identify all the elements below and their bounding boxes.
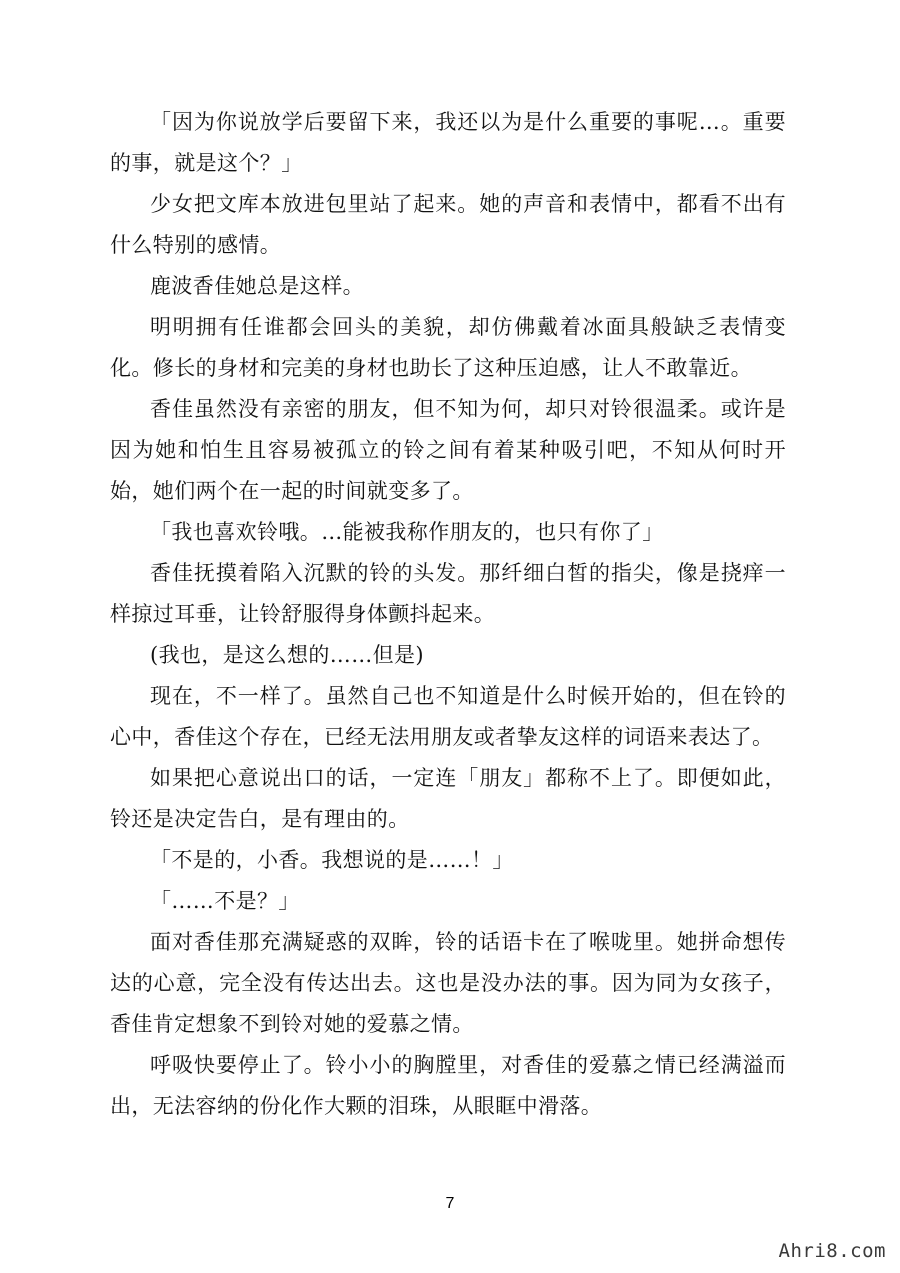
paragraph: 鹿波香佳她总是这样。 [150,274,364,298]
paragraph: 少女把文库本放进包里站了起来。她的声音和表情中，都看不出有什么特别的感情。 [110,192,786,257]
paragraph: 现在，不一样了。虽然自己也不知道是什么时候开始的，但在铃的心中，香佳这个存在，已经无法用朋友或者挚友这样的词语来表达了。 [110,684,786,749]
paragraph: 「因为你说放学后要留下来，我还以为是什么重要的事呢…。重要的事，就是这个？」 [110,110,786,175]
paragraph: 「不是的，小香。我想说的是……！」 [150,848,514,872]
paragraph: 「我也喜欢铃哦。…能被我称作朋友的，也只有你了」 [150,520,664,544]
paragraph: 香佳抚摸着陷入沉默的铃的头发。那纤细白皙的指尖，像是挠痒一样掠过耳垂，让铃舒服得身体颤抖起来。 [110,561,786,626]
paragraph: 如果把心意说出口的话，一定连「朋友」都称不上了。即便如此，铃还是决定告白，是有理由的。 [110,766,786,831]
body-text [110,102,786,1127]
watermark: Ahri8.com [778,1240,886,1262]
page-number: 7 [445,1195,455,1212]
paragraph: 明明拥有任谁都会回头的美貌，却仿佛戴着冰面具般缺乏表情变化。修长的身材和完美的身材也助长了这种压迫感，让人不敢靠近。 [110,315,786,380]
paragraph: 香佳虽然没有亲密的朋友，但不知为何，却只对铃很温柔。或许是因为她和怕生且容易被孤立的铃之间有着某种吸引吧，不知从何时开始，她们两个在一起的时间就变多了。 [110,397,786,503]
paragraph: 「……不是？」 [150,889,300,913]
paragraph: (我也，是这么想的……但是) [150,643,424,667]
paragraph: 面对香佳那充满疑惑的双眸，铃的话语卡在了喉咙里。她拼命想传达的心意，完全没有传达出去。这也是没办法的事。因为同为女孩子，香佳肯定想象不到铃对她的爱慕之情。 [110,930,786,1036]
paragraph: 呼吸快要停止了。铃小小的胸膛里，对香佳的爱慕之情已经满溢而出，无法容纳的份化作大颗的泪珠，从眼眶中滑落。 [110,1053,786,1118]
